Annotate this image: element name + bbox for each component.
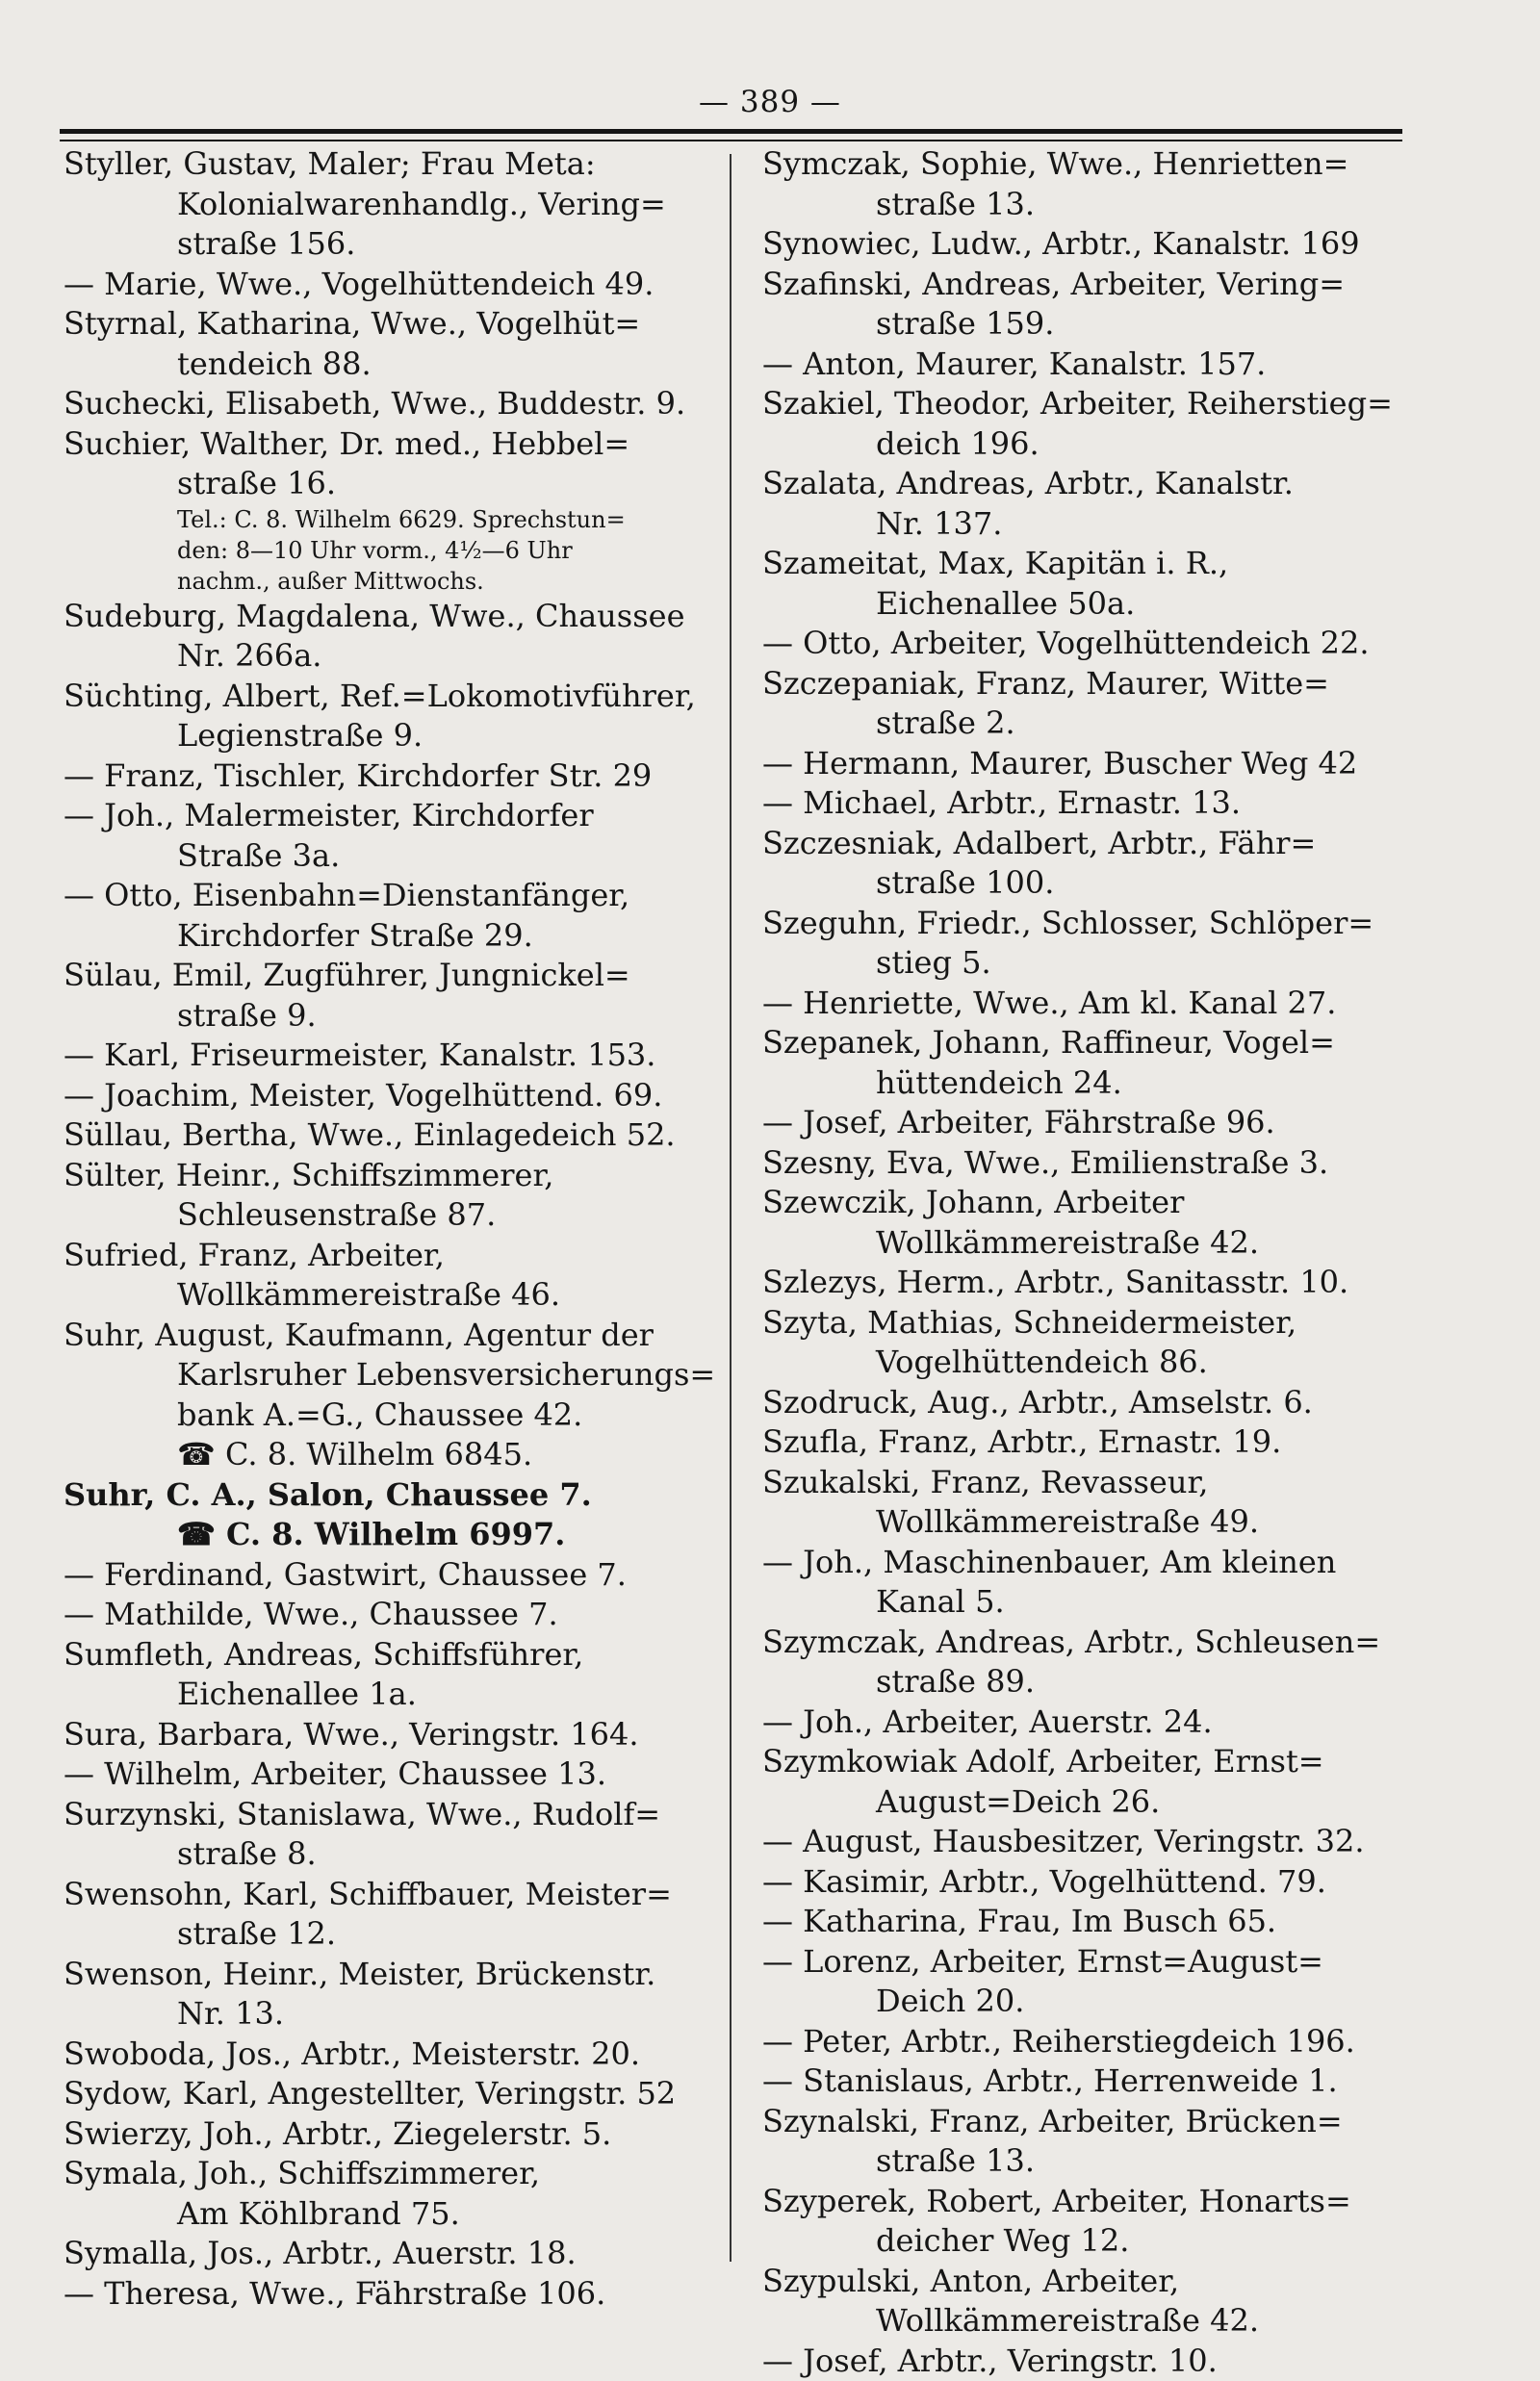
directory-entry-line: Szalata, Andreas, Arbtr., Kanalstr. <box>762 464 1405 504</box>
directory-entry-line: — Karl, Friseurmeister, Kanalstr. 153. <box>64 1036 703 1076</box>
left-column <box>64 144 703 2314</box>
directory-entry-line: hüttendeich 24. <box>762 1063 1405 1104</box>
directory-entry-line: Sufried, Franz, Arbeiter, <box>64 1236 703 1276</box>
directory-entry-line: straße 8. <box>64 1834 703 1875</box>
directory-entry-line: — Henriette, Wwe., Am kl. Kanal 27. <box>762 984 1405 1024</box>
directory-entry-line: Deich 20. <box>762 1982 1405 2022</box>
directory-entry-line: nachm., außer Mittwochs. <box>64 566 703 597</box>
directory-entry-line: Wollkämmereistraße 46. <box>64 1275 703 1316</box>
directory-entry-line: straße 13. <box>762 2141 1405 2182</box>
directory-entry-line: Kanal 5. <box>762 1582 1405 1623</box>
page-number: — 389 — <box>0 85 1540 119</box>
directory-entry-line: Szynalski, Franz, Arbeiter, Brücken= <box>762 2102 1405 2142</box>
directory-entry-line: Tel.: C. 8. Wilhelm 6629. Sprechstun= <box>64 504 703 535</box>
directory-entry-line: tendeich 88. <box>64 345 703 385</box>
directory-entry-line: Suchier, Walther, Dr. med., Hebbel= <box>64 424 703 465</box>
directory-entry-line: Szesny, Eva, Wwe., Emilienstraße 3. <box>762 1143 1405 1184</box>
directory-entry-line: Nr. 13. <box>64 1994 703 2035</box>
directory-entry-line: — Josef, Arbeiter, Fährstraße 96. <box>762 1103 1405 1143</box>
directory-entry-line: Szyta, Mathias, Schneidermeister, <box>762 1303 1405 1344</box>
directory-entry-line: — Joh., Malermeister, Kirchdorfer <box>64 796 703 836</box>
directory-entry-line: den: 8—10 Uhr vorm., 4½—6 Uhr <box>64 535 703 566</box>
directory-entry-line: Swensohn, Karl, Schiffbauer, Meister= <box>64 1875 703 1915</box>
directory-entry-line: Kolonialwarenhandlg., Vering= <box>64 185 703 225</box>
directory-entry-line: Vogelhüttendeich 86. <box>762 1343 1405 1383</box>
directory-entry-line: Karlsruher Lebensversicherungs= <box>64 1355 703 1395</box>
column-divider <box>730 154 732 2262</box>
directory-entry-line: ☎ C. 8. Wilhelm 6845. <box>64 1435 703 1475</box>
directory-entry-line: Schleusenstraße 87. <box>64 1195 703 1236</box>
directory-entry-line: Eichenallee 1a. <box>64 1675 703 1715</box>
directory-entry-line: Suhr, August, Kaufmann, Agentur der <box>64 1316 703 1356</box>
directory-entry-line: Süllau, Bertha, Wwe., Einlagedeich 52. <box>64 1115 703 1156</box>
directory-entry-line: Sydow, Karl, Angestellter, Veringstr. 52 <box>64 2074 703 2114</box>
directory-entry-line: — Joh., Arbeiter, Auerstr. 24. <box>762 1703 1405 1743</box>
directory-entry-line: Szczepaniak, Franz, Maurer, Witte= <box>762 664 1405 704</box>
directory-entry-line: Szyperek, Robert, Arbeiter, Honarts= <box>762 2182 1405 2222</box>
directory-entry-line: Sülau, Emil, Zugführer, Jungnickel= <box>64 956 703 996</box>
directory-entry-line: Symczak, Sophie, Wwe., Henrietten= <box>762 144 1405 185</box>
directory-entry-line: Symalla, Jos., Arbtr., Auerstr. 18. <box>64 2234 703 2274</box>
directory-entry-line: Szypulski, Anton, Arbeiter, <box>762 2262 1405 2302</box>
directory-entry-line: Szufla, Franz, Arbtr., Ernastr. 19. <box>762 1422 1405 1463</box>
directory-entry-line: Wollkämmereistraße 42. <box>762 2301 1405 2342</box>
directory-entry-line: straße 2. <box>762 704 1405 744</box>
directory-entry-line: Eichenallee 50a. <box>762 584 1405 625</box>
directory-entry-line: Szodruck, Aug., Arbtr., Amselstr. 6. <box>762 1383 1405 1423</box>
directory-entry-line: Szakiel, Theodor, Arbeiter, Reiherstieg= <box>762 384 1405 424</box>
directory-entry-line: — Otto, Arbeiter, Vogelhüttendeich 22. <box>762 624 1405 664</box>
directory-entry-line: Styrnal, Katharina, Wwe., Vogelhüt= <box>64 304 703 345</box>
directory-entry-line: straße 156. <box>64 224 703 265</box>
directory-entry-line: Szlezys, Herm., Arbtr., Sanitasstr. 10. <box>762 1263 1405 1303</box>
directory-entry-line: Synowiec, Ludw., Arbtr., Kanalstr. 169 <box>762 224 1405 265</box>
directory-entry-line: — Stanislaus, Arbtr., Herrenweide 1. <box>762 2061 1405 2102</box>
directory-entry-line: — Joh., Maschinenbauer, Am kleinen <box>762 1543 1405 1583</box>
directory-entry-line: — Theresa, Wwe., Fährstraße 106. <box>64 2274 703 2315</box>
directory-entry-line: Nr. 137. <box>762 504 1405 545</box>
directory-entry-line: Sura, Barbara, Wwe., Veringstr. 164. <box>64 1715 703 1755</box>
directory-entry-line: — Lorenz, Arbeiter, Ernst=August= <box>762 1942 1405 1983</box>
directory-entry-line: Sudeburg, Magdalena, Wwe., Chaussee <box>64 597 703 637</box>
directory-entry-line: Szczesniak, Adalbert, Arbtr., Fähr= <box>762 824 1405 864</box>
directory-entry-line: — Franz, Tischler, Kirchdorfer Str. 29 <box>64 756 703 797</box>
directory-entry-line: — Kasimir, Arbtr., Vogelhüttend. 79. <box>762 1862 1405 1903</box>
directory-entry-line: stieg 5. <box>762 943 1405 984</box>
directory-entry-line: Suhr, C. A., Salon, Chaussee 7. <box>64 1475 703 1516</box>
directory-entry-line: Swierzy, Joh., Arbtr., Ziegelerstr. 5. <box>64 2114 703 2155</box>
directory-entry-line: deicher Weg 12. <box>762 2221 1405 2262</box>
directory-entry-line: — Wilhelm, Arbeiter, Chaussee 13. <box>64 1754 703 1795</box>
directory-entry-line: Wollkämmereistraße 49. <box>762 1502 1405 1543</box>
directory-entry-line: Szukalski, Franz, Revasseur, <box>762 1463 1405 1503</box>
directory-entry-line: — Peter, Arbtr., Reiherstiegdeich 196. <box>762 2022 1405 2062</box>
directory-entry-line: Legienstraße 9. <box>64 716 703 756</box>
directory-entry-line: deich 196. <box>762 424 1405 465</box>
directory-entry-line: — Ferdinand, Gastwirt, Chaussee 7. <box>64 1555 703 1596</box>
header-rule-thick <box>60 129 1402 134</box>
directory-entry-line: — Josef, Arbtr., Veringstr. 10. <box>762 2342 1405 2381</box>
directory-entry-line: — Katharina, Frau, Im Busch 65. <box>762 1902 1405 1942</box>
directory-entry-line: Straße 3a. <box>64 836 703 877</box>
directory-entry-line: Kirchdorfer Straße 29. <box>64 916 703 957</box>
directory-entry-line: straße 12. <box>64 1914 703 1955</box>
directory-entry-line: Szewczik, Johann, Arbeiter <box>762 1183 1405 1223</box>
directory-entry-line: — Mathilde, Wwe., Chaussee 7. <box>64 1595 703 1635</box>
header-rule-thin <box>60 140 1402 141</box>
directory-entry-line: Szymkowiak Adolf, Arbeiter, Ernst= <box>762 1742 1405 1782</box>
directory-entry-line: Swenson, Heinr., Meister, Brückenstr. <box>64 1955 703 1995</box>
directory-entry-line: Swoboda, Jos., Arbtr., Meisterstr. 20. <box>64 2035 703 2075</box>
directory-entry-line: Szepanek, Johann, Raffineur, Vogel= <box>762 1023 1405 1063</box>
directory-entry-line: August=Deich 26. <box>762 1782 1405 1823</box>
directory-entry-line: Wollkämmereistraße 42. <box>762 1223 1405 1264</box>
directory-entry-line: — August, Hausbesitzer, Veringstr. 32. <box>762 1822 1405 1862</box>
directory-entry-line: Sülter, Heinr., Schiffszimmerer, <box>64 1156 703 1196</box>
directory-entry-line: Surzynski, Stanislawa, Wwe., Rudolf= <box>64 1795 703 1835</box>
directory-entry-line: Sumfleth, Andreas, Schiffsführer, <box>64 1635 703 1676</box>
directory-entry-line: Styller, Gustav, Maler; Frau Meta: <box>64 144 703 185</box>
directory-entry-line: — Michael, Arbtr., Ernastr. 13. <box>762 783 1405 824</box>
directory-entry-line: Nr. 266a. <box>64 636 703 677</box>
directory-entry-line: Symala, Joh., Schiffszimmerer, <box>64 2154 703 2194</box>
directory-entry-line: ☎ C. 8. Wilhelm 6997. <box>64 1515 703 1555</box>
directory-entry-line: straße 16. <box>64 464 703 504</box>
directory-entry-line: bank A.=G., Chaussee 42. <box>64 1395 703 1436</box>
directory-entry-line: — Marie, Wwe., Vogelhüttendeich 49. <box>64 265 703 305</box>
directory-entry-line: straße 100. <box>762 863 1405 904</box>
directory-entry-line: Süchting, Albert, Ref.=Lokomotivführer, <box>64 677 703 717</box>
directory-entry-line: — Anton, Maurer, Kanalstr. 157. <box>762 345 1405 385</box>
directory-entry-line: Szameitat, Max, Kapitän i. R., <box>762 544 1405 584</box>
directory-entry-line: — Otto, Eisenbahn=Dienstanfänger, <box>64 876 703 916</box>
directory-entry-line: — Hermann, Maurer, Buscher Weg 42 <box>762 744 1405 784</box>
directory-entry-line: straße 9. <box>64 996 703 1037</box>
directory-entry-line: Szymczak, Andreas, Arbtr., Schleusen= <box>762 1623 1405 1663</box>
directory-entry-line: Szafinski, Andreas, Arbeiter, Vering= <box>762 265 1405 305</box>
directory-entry-line: Am Köhlbrand 75. <box>64 2194 703 2235</box>
directory-entry-line: straße 89. <box>762 1662 1405 1703</box>
directory-entry-line: Suchecki, Elisabeth, Wwe., Buddestr. 9. <box>64 384 703 424</box>
directory-entry-line: straße 13. <box>762 185 1405 225</box>
directory-entry-line: — Joachim, Meister, Vogelhüttend. 69. <box>64 1076 703 1116</box>
right-column <box>762 144 1405 2381</box>
directory-entry-line: Szeguhn, Friedr., Schlosser, Schlöper= <box>762 904 1405 944</box>
directory-entry-line: straße 159. <box>762 304 1405 345</box>
